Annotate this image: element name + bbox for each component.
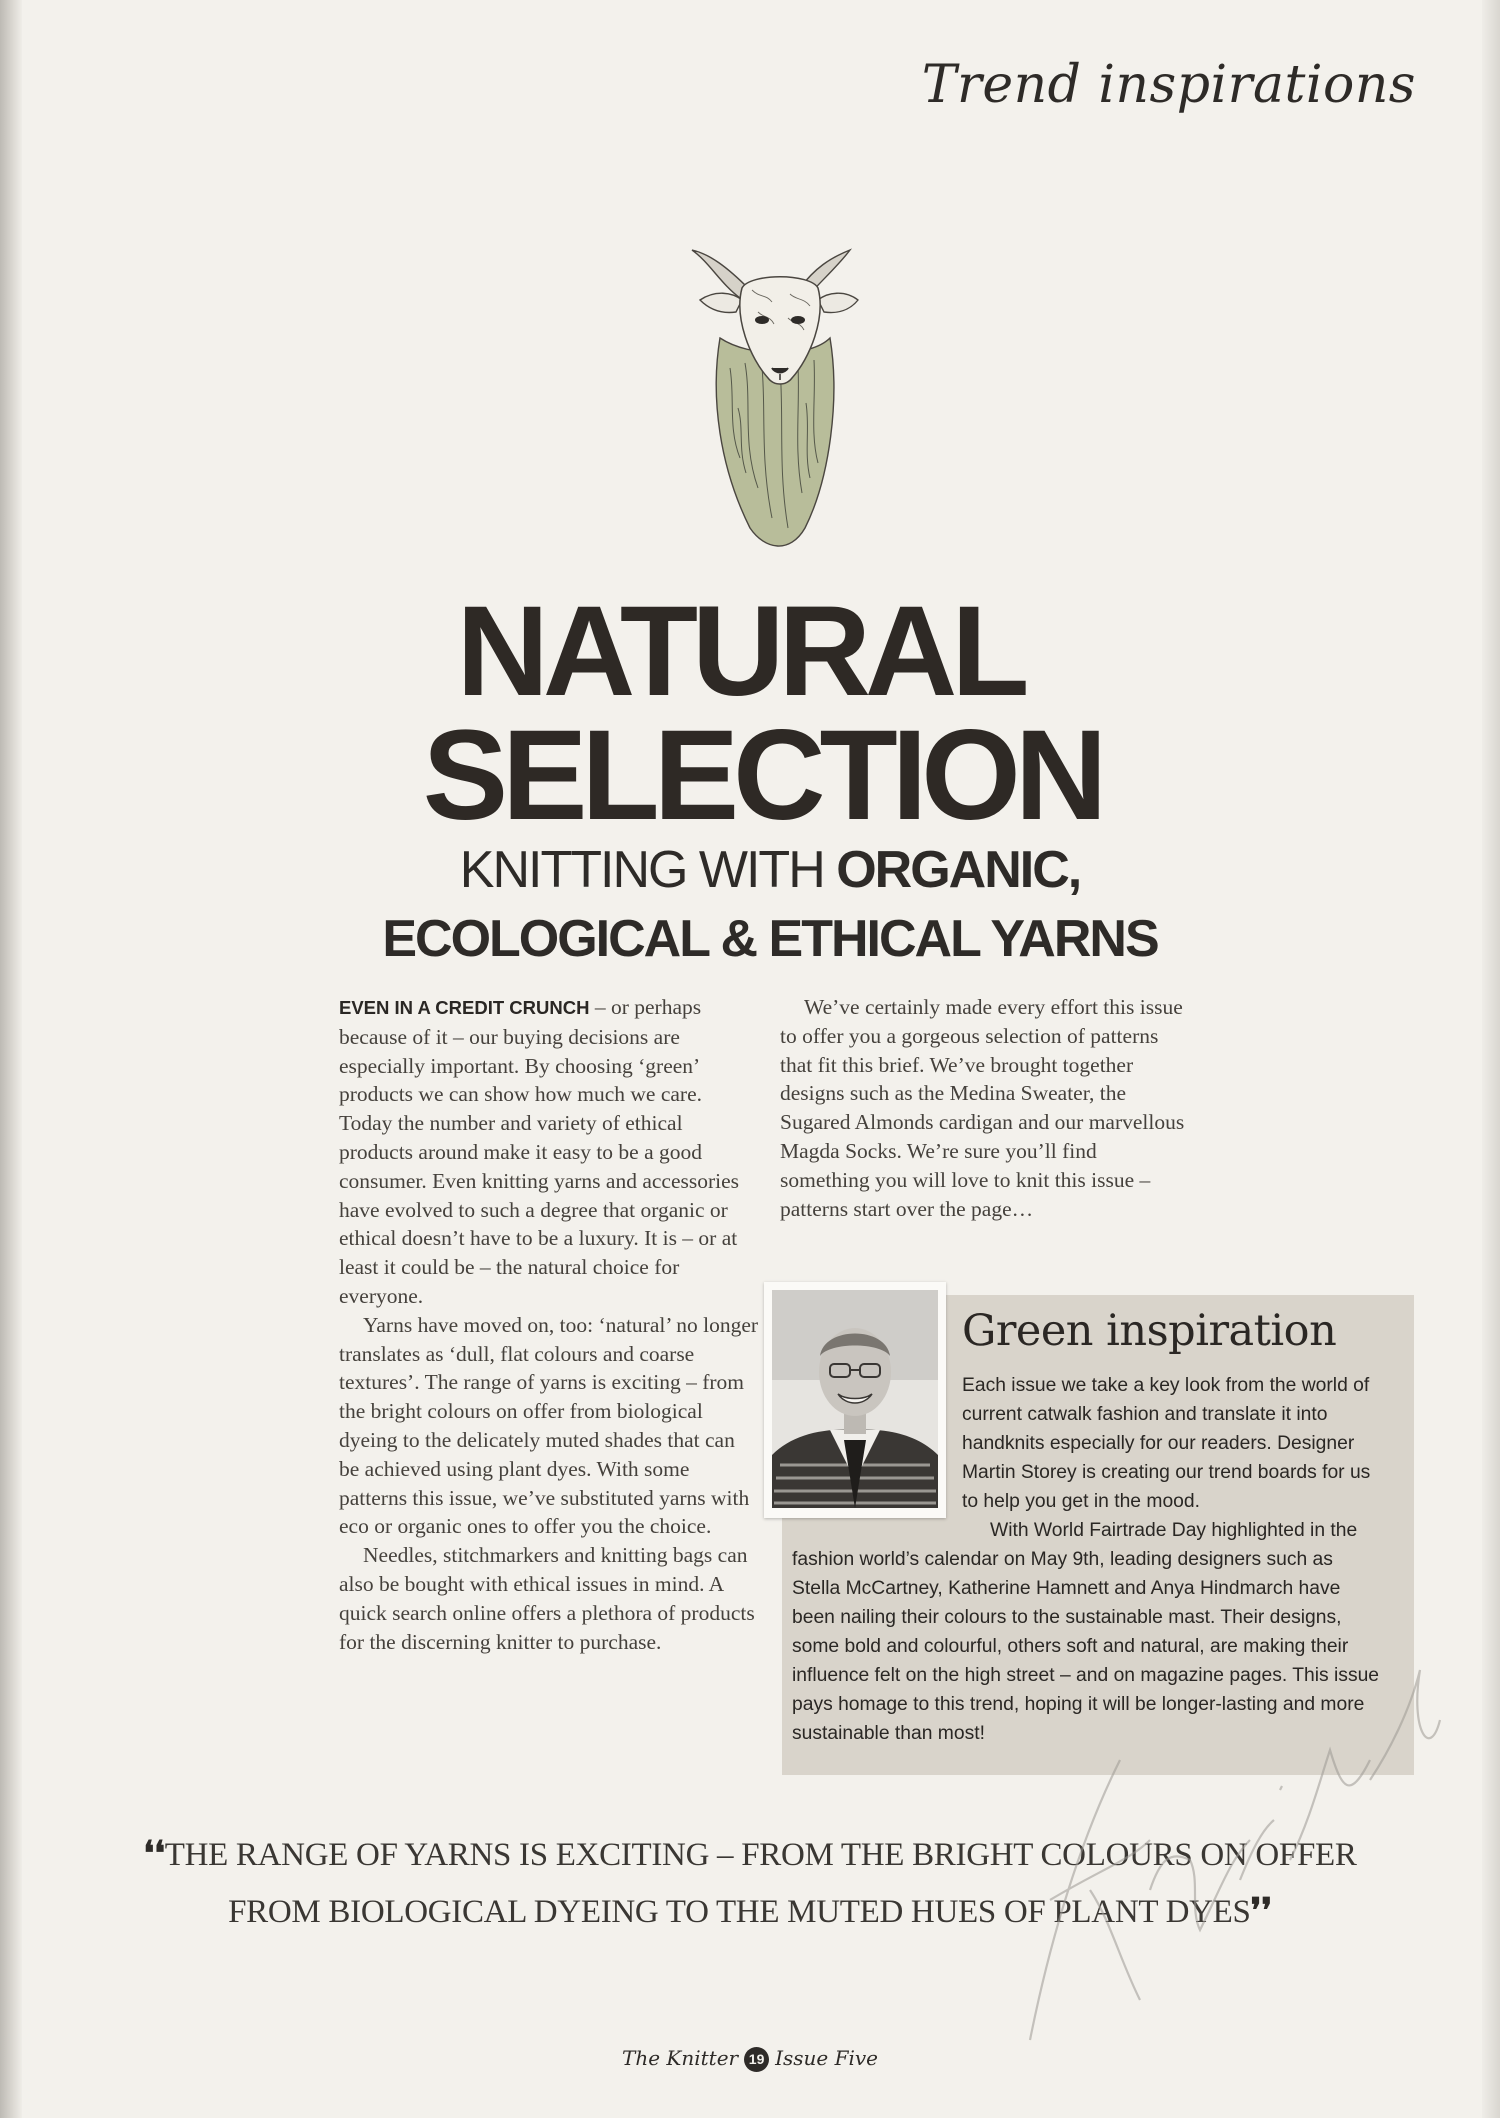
article-column-1 — [339, 993, 759, 1656]
designer-portrait — [772, 1290, 938, 1508]
pull-quote — [120, 1826, 1380, 1940]
headline-natural: NATURAL — [456, 580, 1024, 723]
sidebar-paragraph-1: Each issue we take a key look from the world of current catwalk fashion and translate it into handknits especially for our readers. Designer Martin Storey is creating our trend boards for us to help you get in the mood. — [962, 1375, 1371, 1512]
sidebar-title: Green inspiration — [962, 1306, 1337, 1356]
sidebar-paragraph-2: With World Fairtrade Day highlighted in the fashion world’s calendar on May 9th, leading designers such as Stella McCartney, Katherine Hamnett and Anya Hindmarch have been nailing their colours to the sustainable mast. Their designs, some bold and colourful, others soft and natural, are making their influence felt on the high street – and on magazine pages. This issue pays homage to this trend, hoping it will be longer-lasting and more sustainable than most! — [792, 1520, 1380, 1744]
designer-photo — [764, 1282, 946, 1518]
footer-magazine: The Knitter — [621, 2046, 739, 2070]
article-paragraph-1 — [339, 993, 759, 1311]
footer-issue: Issue Five — [775, 2046, 879, 2070]
article-paragraph-1-text: – or perhaps because of it – our buying decisions are especially important. By choosing ‘green’ products we can show how much we care. Today the number and variety of ethical products around make it easy to be a good consumer. Even knitting yarns and accessories have evolved to such a degree that organic or ethical doesn’t have to be a luxury. It is – or at least it could be – the natural choice for everyone. — [339, 995, 740, 1308]
article-column-2 — [780, 993, 1190, 1223]
article-runin: EVEN IN A CREDIT CRUNCH — [339, 997, 590, 1018]
subheadline-line-2: ECOLOGICAL & ETHICAL YARNS — [382, 910, 1158, 968]
page-number: 19 — [744, 2047, 769, 2072]
article-paragraph-4: We’ve certainly made every effort this issue to offer you a gorgeous selection of patterns that fit this brief. We’ve brought together designs such as the Medina Sweater, the Sugared Almonds cardigan and our marvellous Magda Socks. We’re sure you’ll find something you will love to knit this issue – patterns start over the page… — [780, 995, 1185, 1221]
article-paragraph-3: Needles, stitchmarkers and knitting bags can also be bought with ethical issues in mind. A quick search online offers a plethora of products for the discerning knitter to purchase. — [339, 1543, 755, 1654]
subheadline-bold: ORGANIC, — [836, 841, 1081, 899]
page-footer — [0, 2046, 1500, 2072]
section-label: Trend inspirations — [921, 55, 1416, 115]
goat-illustration — [680, 228, 880, 558]
page-edge-shadow — [1482, 0, 1500, 2118]
subheadline-line-1 — [20, 841, 1500, 899]
quote-open-icon: ❛❛ — [143, 1834, 165, 1874]
article-paragraph-2: Yarns have moved on, too: ‘natural’ no longer translates as ‘dull, flat colours and coarse textures’. The range of yarns is exciting – from the bright colours on offer from biological dyeing to the delicately muted shades that can be achieved using plant dyes. With some patterns this issue, we’ve substituted yarns with eco or organic ones to offer you the choice. — [339, 1312, 759, 1539]
headline-selection: SELECTION — [422, 704, 1102, 847]
page-spine-shadow — [0, 0, 22, 2118]
subheadline-light: KNITTING WITH — [459, 841, 837, 899]
quote-close-icon: ❜❜ — [1250, 1891, 1272, 1931]
pull-quote-text: THE RANGE OF YARNS IS EXCITING – FROM THE BRIGHT COLOURS ON OFFER FROM BIOLOGICAL DYEING TO THE MUTED HUES OF PLANT DYES — [164, 1837, 1357, 1930]
